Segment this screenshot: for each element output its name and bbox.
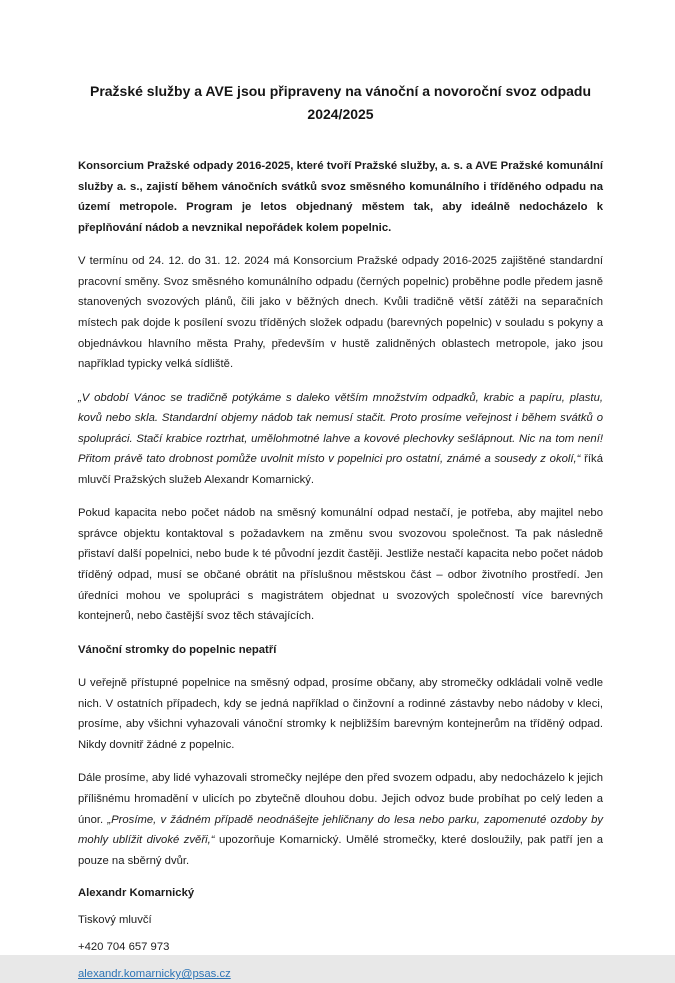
- signature-phone: +420 704 657 973: [78, 941, 170, 954]
- paragraph-trees: U veřejně přístupné popelnice na směsný odpad, prosíme občany, aby stromečky odkládali volně vedle nich. V ostatních případech, kdy se jedná například o činžovní a rodinné zástavby nebo nádoby v kleci, prosíme, aby všichni vyhazovali vánoční stromky k nejbližším barevným kontejnerům na tříděný odpad. Nikdy dovnitř žádné z popelnic.: [78, 677, 603, 751]
- tree-disposal-tail: upozorňuje Komarnický. Umělé stromečky, které dosloužily, pak patří jen a pouze na sběrný dvůr.: [78, 834, 603, 867]
- paragraph-schedule: V termínu od 24. 12. do 31. 12. 2024 má Konsorcium Pražské odpady 2016-2025 zajištěné standardní pracovní směny. Svoz směsného komunálního odpadu (černých popelnic) proběhne podle předem jasně stanovených svozových plánů, čili jako v běžných dnech. Kvůli tradičně větší zátěži na separačních místech pak dojde k posílení svozu tříděných složek odpadu (barevných popelnic) v souladu s pokyny a objednávkou hlavního města Prahy, především v hustě zalidněných oblastech metropole, jako jsou například typicky velká sídliště.: [78, 255, 603, 371]
- paragraph-quote: [78, 388, 603, 491]
- paragraph-capacity: Pokud kapacita nebo počet nádob na směsný komunální odpad nestačí, je potřeba, aby majitel nebo správce objektu kontaktoval s požadavkem na změnu svou svozovou společnost. Ta pak následně přistaví další popelnici, nebo bude k té původní jezdit častěji. Jestliže nestačí kapacita nebo počet nádob tříděný odpad, musí se občané obrátit na příslušnou městskou část – odbor životního prostředí. Jen úředníci mohou ve spolupráci s magistrátem objednat u svozových společností více barevných kontejnerů, nebo častější svoz těch stávajících.: [78, 507, 603, 623]
- signature-role: Tiskový mluvčí: [78, 914, 152, 927]
- document-title: Pražské služby a AVE jsou připraveny na vánoční a novoroční svoz odpadu 2024/2025: [89, 83, 592, 123]
- signature-name: Alexandr Komarnický: [78, 887, 195, 900]
- signature-email-row: [78, 965, 603, 983]
- email-link[interactable]: alexandr.komarnicky@psas.cz: [78, 968, 231, 981]
- paragraph-tree-disposal: [78, 768, 603, 871]
- quote-attribution: říká mluvčí Pražských služeb Alexandr Komarnický.: [78, 453, 603, 486]
- quote-text: „V období Vánoc se tradičně potýkáme s daleko větším množstvím odpadků, krabic a papíru, plastu, kovů nebo skla. Standardní objemy nádob tak nemusí stačit. Proto prosíme veřejnost i během svátků o spolupráci. Stačí krabice roztrhat, umělohmotné lahve a kovové plechovky sešlápnout. Nic na tom není! Přitom právě tato drobnost pomůže uvolnit místo v popelnici pro ostatní, známé a sousedy z okolí,“: [78, 391, 603, 466]
- paragraph-lead: Konsorcium Pražské odpady 2016-2025, které tvoří Pražské služby, a. s. a AVE Pražské komunální služby a. s., zajistí během vánočních svátků svoz směsného komunálního i tříděného odpadu na území metropole. Program je letos objednaný městem tak, aby ideálně nedocházelo k přeplňování nádob a nevznikal nepořádek kolem popelnic.: [78, 160, 603, 234]
- section-subheading: Vánoční stromky do popelnic nepatří: [78, 643, 277, 656]
- tree-disposal-quote: „Prosíme, v žádném případě neodnášejte jehličnany do lesa nebo parku, zapomenuté ozdoby by mohly ublížit divoké zvěři,“: [78, 813, 603, 847]
- tree-disposal-lead: Dále prosíme, aby lidé vyhazovali stromečky nejlépe den před svozem odpadu, aby nedocházelo k jejich přílišnému hromadění v ulicích po zbytečně dlouhou dobu. Jejich odvoz bude probíhat po celý leden a únor.: [78, 772, 603, 826]
